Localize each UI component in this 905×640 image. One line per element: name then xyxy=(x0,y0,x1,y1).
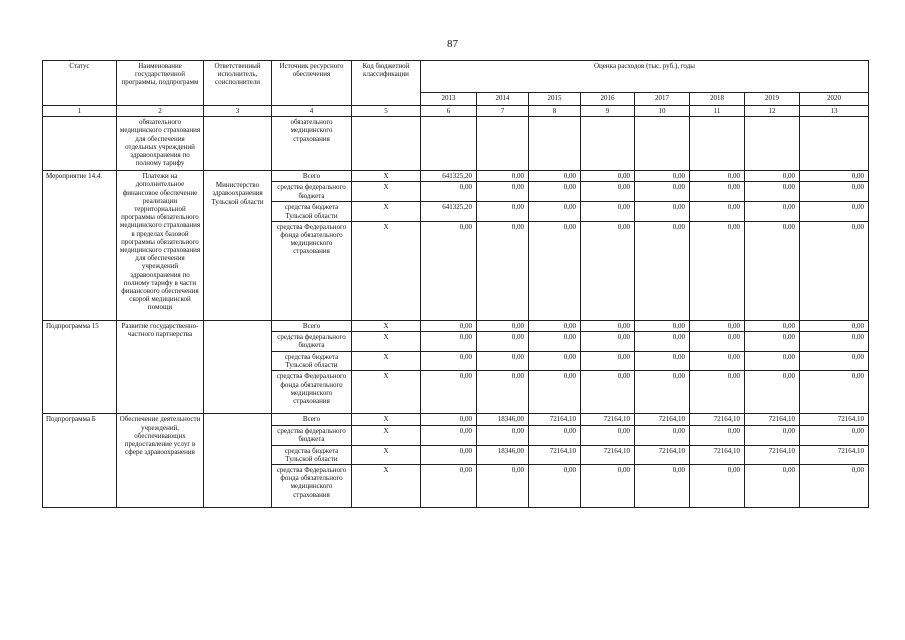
value-cell: 0,00 xyxy=(529,425,581,445)
executor-cell xyxy=(204,117,272,171)
value-cell: 0,00 xyxy=(635,221,690,320)
year-header: 2015 xyxy=(529,93,581,106)
column-number: 4 xyxy=(272,106,352,117)
value-cell: 0,00 xyxy=(529,352,581,371)
code-cell: Х xyxy=(352,352,421,371)
value-cell xyxy=(745,117,800,171)
value-cell: 0,00 xyxy=(477,352,529,371)
code-cell: Х xyxy=(352,171,421,182)
value-cell: 18346,00 xyxy=(477,414,529,425)
value-cell: 0,00 xyxy=(477,332,529,352)
value-cell: 0,00 xyxy=(745,171,800,182)
year-header: 2016 xyxy=(581,93,635,106)
source-cell: средства бюджета Тульской области xyxy=(272,352,352,371)
value-cell: 0,00 xyxy=(421,320,477,331)
value-cell: 0,00 xyxy=(745,221,800,320)
source-cell: средства Федерального фонда обязательного медицинского страхования xyxy=(272,371,352,414)
value-cell: 72164,10 xyxy=(800,445,869,464)
value-cell: 0,00 xyxy=(529,465,581,508)
value-cell: 18346,00 xyxy=(477,445,529,464)
column-number-row xyxy=(43,106,869,117)
column-number: 3 xyxy=(204,106,272,117)
value-cell: 72164,10 xyxy=(581,445,635,464)
name-cell: Платежи на дополнительное финансовое обеспечение реализации территориальной программы обязательного медицинского страхования в пределах базовой программы обязательного медицинского страхования для обеспечения учреждений здравоохранения по полному тарифу в части финансового обеспечения скорой медицинской помощи xyxy=(117,171,204,321)
value-cell: 72164,10 xyxy=(745,414,800,425)
value-cell: 0,00 xyxy=(529,182,581,202)
value-cell: 0,00 xyxy=(745,202,800,221)
value-cell: 0,00 xyxy=(421,332,477,352)
value-cell: 0,00 xyxy=(745,320,800,331)
value-cell: 0,00 xyxy=(635,352,690,371)
value-cell: 0,00 xyxy=(690,221,745,320)
value-cell: 0,00 xyxy=(800,332,869,352)
value-cell: 641325,20 xyxy=(421,171,477,182)
value-cell: 641325,20 xyxy=(421,202,477,221)
header-row xyxy=(43,61,869,93)
value-cell: 0,00 xyxy=(477,320,529,331)
year-header: 2014 xyxy=(477,93,529,106)
column-number: 12 xyxy=(745,106,800,117)
value-cell: 0,00 xyxy=(690,425,745,445)
value-cell: 0,00 xyxy=(745,425,800,445)
value-cell: 0,00 xyxy=(477,171,529,182)
value-cell: 0,00 xyxy=(529,221,581,320)
value-cell: 0,00 xyxy=(635,425,690,445)
source-cell: средства бюджета Тульской области xyxy=(272,445,352,464)
value-cell: 0,00 xyxy=(635,171,690,182)
header-expenses: Оценка расходов (тыс. руб.), годы xyxy=(421,61,869,93)
value-cell: 0,00 xyxy=(800,425,869,445)
value-cell: 0,00 xyxy=(690,352,745,371)
header-status: Статус xyxy=(43,61,117,106)
table-row xyxy=(43,320,869,331)
budget-table xyxy=(42,60,869,508)
value-cell xyxy=(800,117,869,171)
value-cell: 0,00 xyxy=(581,221,635,320)
value-cell: 0,00 xyxy=(581,171,635,182)
column-number: 9 xyxy=(581,106,635,117)
source-cell: Всего xyxy=(272,320,352,331)
value-cell: 72164,10 xyxy=(529,414,581,425)
code-cell: Х xyxy=(352,332,421,352)
name-cell: Обеспечение деятельности учреждений, обеспечивающих предоставление услуг в сфере здравоохранения xyxy=(117,414,204,508)
value-cell: 0,00 xyxy=(635,465,690,508)
name-cell: Развитие государственно-частного партнерства xyxy=(117,320,204,414)
value-cell: 0,00 xyxy=(581,352,635,371)
value-cell: 0,00 xyxy=(745,465,800,508)
value-cell: 0,00 xyxy=(800,171,869,182)
value-cell: 0,00 xyxy=(690,465,745,508)
source-cell: средства федерального бюджета xyxy=(272,425,352,445)
value-cell: 0,00 xyxy=(421,371,477,414)
column-number: 8 xyxy=(529,106,581,117)
header-code: Код бюджетной классификации xyxy=(352,61,421,106)
value-cell: 0,00 xyxy=(690,371,745,414)
name-cell: обязательного медицинского страхования для обеспечения отдельных учреждений здравоохранения по полному тарифу xyxy=(117,117,204,171)
value-cell: 0,00 xyxy=(477,425,529,445)
value-cell: 0,00 xyxy=(800,465,869,508)
value-cell: 0,00 xyxy=(477,182,529,202)
value-cell xyxy=(421,117,477,171)
value-cell: 72164,10 xyxy=(635,445,690,464)
value-cell: 0,00 xyxy=(800,202,869,221)
value-cell: 0,00 xyxy=(581,202,635,221)
value-cell: 0,00 xyxy=(477,221,529,320)
column-number: 6 xyxy=(421,106,477,117)
column-number: 11 xyxy=(690,106,745,117)
value-cell xyxy=(635,117,690,171)
value-cell: 72164,10 xyxy=(635,414,690,425)
executor-cell xyxy=(204,414,272,508)
value-cell: 0,00 xyxy=(635,202,690,221)
value-cell: 0,00 xyxy=(421,414,477,425)
code-cell: Х xyxy=(352,221,421,320)
executor-cell xyxy=(204,320,272,414)
executor-cell: Министерство здравоохранения Тульской области xyxy=(204,171,272,321)
status-cell xyxy=(43,117,117,171)
source-cell: средства Федерального фонда обязательного медицинского страхования xyxy=(272,465,352,508)
source-cell: Всего xyxy=(272,414,352,425)
value-cell: 0,00 xyxy=(529,320,581,331)
value-cell: 0,00 xyxy=(529,332,581,352)
value-cell: 0,00 xyxy=(421,182,477,202)
code-cell xyxy=(352,117,421,171)
column-number: 13 xyxy=(800,106,869,117)
year-header: 2017 xyxy=(635,93,690,106)
code-cell: Х xyxy=(352,414,421,425)
value-cell: 0,00 xyxy=(690,202,745,221)
source-cell: средства федерального бюджета xyxy=(272,182,352,202)
code-cell: Х xyxy=(352,425,421,445)
value-cell: 0,00 xyxy=(745,371,800,414)
value-cell: 72164,10 xyxy=(581,414,635,425)
year-header: 2019 xyxy=(745,93,800,106)
value-cell: 0,00 xyxy=(421,465,477,508)
value-cell: 0,00 xyxy=(635,371,690,414)
code-cell: Х xyxy=(352,465,421,508)
code-cell: Х xyxy=(352,202,421,221)
value-cell: 0,00 xyxy=(581,425,635,445)
value-cell: 0,00 xyxy=(800,320,869,331)
value-cell: 0,00 xyxy=(635,182,690,202)
value-cell: 0,00 xyxy=(529,171,581,182)
column-number: 1 xyxy=(43,106,117,117)
value-cell xyxy=(477,117,529,171)
continuation-row xyxy=(43,117,869,171)
value-cell: 0,00 xyxy=(529,371,581,414)
value-cell: 72164,10 xyxy=(529,445,581,464)
value-cell: 0,00 xyxy=(477,371,529,414)
value-cell xyxy=(529,117,581,171)
value-cell: 0,00 xyxy=(635,332,690,352)
value-cell: 0,00 xyxy=(745,332,800,352)
value-cell: 0,00 xyxy=(635,320,690,331)
value-cell: 0,00 xyxy=(581,332,635,352)
status-cell: Подпрограмма Б xyxy=(43,414,117,508)
year-header: 2013 xyxy=(421,93,477,106)
value-cell xyxy=(581,117,635,171)
source-cell: средства федерального бюджета xyxy=(272,332,352,352)
column-number: 2 xyxy=(117,106,204,117)
value-cell: 0,00 xyxy=(581,182,635,202)
year-header: 2018 xyxy=(690,93,745,106)
table-row xyxy=(43,171,869,182)
source-cell: средства Федерального фонда обязательного медицинского страхования xyxy=(272,221,352,320)
code-cell: Х xyxy=(352,320,421,331)
value-cell: 0,00 xyxy=(800,182,869,202)
value-cell: 0,00 xyxy=(800,371,869,414)
value-cell: 0,00 xyxy=(690,332,745,352)
status-cell: Мероприятие 14.4. xyxy=(43,171,117,321)
column-number: 10 xyxy=(635,106,690,117)
table-body xyxy=(43,117,869,508)
header-name: Наименование государственной программы, подпрограмм xyxy=(117,61,204,106)
source-cell: обязательного медицинского страхования xyxy=(272,117,352,171)
source-cell: Всего xyxy=(272,171,352,182)
value-cell: 0,00 xyxy=(745,352,800,371)
value-cell xyxy=(690,117,745,171)
page-number: 87 xyxy=(447,38,458,50)
table-row xyxy=(43,414,869,425)
value-cell: 0,00 xyxy=(421,221,477,320)
code-cell: Х xyxy=(352,371,421,414)
year-header: 2020 xyxy=(800,93,869,106)
value-cell: 0,00 xyxy=(745,182,800,202)
value-cell: 0,00 xyxy=(800,352,869,371)
value-cell: 0,00 xyxy=(477,202,529,221)
value-cell: 0,00 xyxy=(421,352,477,371)
value-cell: 0,00 xyxy=(529,202,581,221)
value-cell: 0,00 xyxy=(690,320,745,331)
value-cell: 72164,10 xyxy=(745,445,800,464)
value-cell: 0,00 xyxy=(581,320,635,331)
value-cell: 0,00 xyxy=(690,171,745,182)
source-cell: средства бюджета Тульской области xyxy=(272,202,352,221)
value-cell: 72164,10 xyxy=(690,414,745,425)
status-cell: Подпрограмма 15 xyxy=(43,320,117,414)
value-cell: 0,00 xyxy=(421,425,477,445)
value-cell: 72164,10 xyxy=(690,445,745,464)
value-cell: 0,00 xyxy=(421,445,477,464)
value-cell: 0,00 xyxy=(690,182,745,202)
column-number: 7 xyxy=(477,106,529,117)
code-cell: Х xyxy=(352,182,421,202)
value-cell: 0,00 xyxy=(581,371,635,414)
value-cell: 72164,10 xyxy=(800,414,869,425)
header-executor: Ответственный исполнитель, соисполнители xyxy=(204,61,272,106)
value-cell: 0,00 xyxy=(800,221,869,320)
header-source: Источник ресурсного обеспечения xyxy=(272,61,352,106)
value-cell: 0,00 xyxy=(581,465,635,508)
column-number: 5 xyxy=(352,106,421,117)
code-cell: Х xyxy=(352,445,421,464)
value-cell: 0,00 xyxy=(477,465,529,508)
